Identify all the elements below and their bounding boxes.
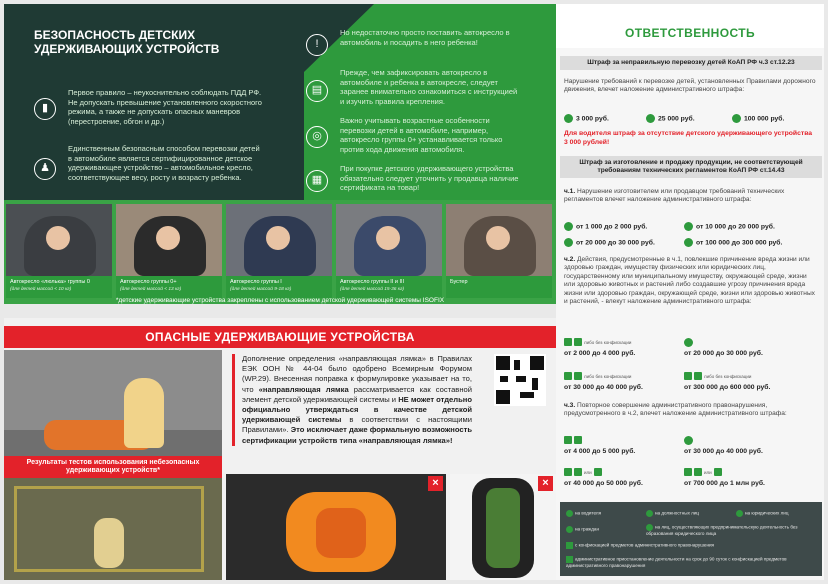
book-icon: ▤ bbox=[306, 80, 328, 102]
driver-fine-note: Для водителя штраф за отсутствие детского удерживающего устройства 3 000 рублей! bbox=[564, 130, 813, 146]
legal-entity-icon bbox=[736, 510, 743, 517]
responsibility-panel bbox=[556, 4, 824, 580]
fine-official: 25 000 руб. bbox=[646, 114, 695, 123]
section-14-43: Штраф за изготовление и продажу продукции, не соответствующей требованиям технических регламентов КоАП РФ ст.14.43 bbox=[560, 156, 822, 178]
danger-text-d: НЕ может отдельно официально утверждаться в качестве детской удерживающей системы bbox=[242, 394, 472, 425]
photo-sublabel: (для детей массой < 10 кг) bbox=[10, 287, 72, 292]
section-12-23-text: Нарушение требований к перевозке детей, установленных Правилами дорожного движения, влечет наложение административного штрафа: bbox=[564, 78, 816, 94]
p3-fine-2-icon bbox=[684, 436, 696, 445]
p2-fine-2-icon bbox=[684, 338, 696, 347]
photo-caption bbox=[6, 276, 112, 298]
child-shape bbox=[156, 226, 180, 250]
citizen-icon bbox=[564, 222, 573, 231]
legend-legal: на юридических лиц bbox=[736, 510, 788, 517]
legal-entity-icon bbox=[684, 468, 692, 476]
steering-wheel-icon: ◎ bbox=[306, 126, 328, 148]
photo-label: Автокресло группы II и III bbox=[340, 279, 405, 285]
photo-sublabel: (для детей массой 9-18 кг) bbox=[230, 287, 292, 292]
photo-sublabel: (для детей массой 15-36 кг) bbox=[340, 287, 405, 292]
legend-entrepreneur: на лиц, осуществляющих предпринимательскую деятельность без образования юридического лица bbox=[646, 524, 798, 536]
driver-icon bbox=[564, 114, 573, 123]
p3-fine-1: от 4 000 до 5 000 руб. bbox=[564, 448, 636, 455]
photo-caption bbox=[446, 276, 552, 298]
p3-fine-2: от 30 000 до 40 000 руб. bbox=[684, 448, 763, 455]
official-icon bbox=[684, 222, 693, 231]
isofix-note: *детские удерживающие устройства закреплены с использованием детской удерживающей системы ISOFIX bbox=[115, 297, 445, 304]
seat-photos-strip bbox=[4, 200, 556, 304]
danger-text-b: «направляющая лямка bbox=[258, 384, 349, 394]
dummy-shape bbox=[94, 518, 124, 568]
photo-label: Автокресло «люлька» группы 0 bbox=[10, 279, 90, 285]
safety-para-3: Но недостаточно просто поставить автокресло в автомобиль и посадить в него ребенка! bbox=[340, 28, 510, 47]
suspension-icon bbox=[594, 468, 602, 476]
entrepreneur-icon bbox=[564, 468, 572, 476]
confiscation-icon bbox=[694, 372, 702, 380]
driver-icon bbox=[566, 510, 573, 517]
confiscation-icon bbox=[694, 468, 702, 476]
legal-entity-icon bbox=[732, 114, 741, 123]
part3-text: ч.3. Повторное совершение административного правонарушения, предусмотренного в ч.2, влечет наложение административного штрафа: bbox=[564, 402, 787, 418]
child-seat-icon: ♟ bbox=[34, 158, 56, 180]
danger-text-f: Это исключает даже формальную возможность сертификации устройств типа «направляющая лямка»! bbox=[242, 425, 472, 445]
citizen-icon bbox=[564, 436, 572, 444]
section-12-23: Штраф за неправильную перевозку детей КоАП РФ ч.3 ст.12.23 bbox=[560, 56, 822, 70]
part2-text: ч.2. Действия, предусмотренные в ч.1, повлекшие причинение вреда жизни или здоровью граждан, имуществу физических или юридических лиц, государственному или муниципальному имуществу, окружающей среде, жизни или здоровью животных и растений либо создавшие угрозу причинения вреда жизни или здоровью граждан, окружающей среде, жизни или здоровью животных и растений, - влекут наложение административного штрафа: bbox=[564, 256, 815, 306]
official-icon bbox=[646, 510, 653, 517]
p2-fine-3: от 30 000 до 40 000 руб. bbox=[564, 384, 643, 391]
danger-text-a: Дополнение определения «направляющая лямка» в Правилах ЕЭК ООН № 44-04 было одобрено Всемирным Форумом (WP.29). Внесенная поправка к формулировке указывает на то, что bbox=[242, 354, 472, 394]
safety-title: БЕЗОПАСНОСТЬ ДЕТСКИХ УДЕРЖИВАЮЩИХ УСТРОЙСТВ bbox=[34, 28, 220, 56]
p3-fine-4-label: или bbox=[684, 468, 724, 476]
exclamation-icon: ! bbox=[306, 34, 328, 56]
fine-driver: 3 000 руб. bbox=[564, 114, 609, 123]
photo-group-1 bbox=[226, 204, 332, 298]
confiscation-icon bbox=[574, 436, 582, 444]
legend-suspension: административное приостановление деятельности на срок до 90 суток с конфискацией предметов административного правонарушения bbox=[566, 556, 787, 568]
entrepreneur-icon bbox=[564, 238, 573, 247]
responsibility-title: ОТВЕТСТВЕННОСТЬ bbox=[624, 26, 756, 40]
entrepreneur-icon bbox=[646, 524, 653, 531]
p1-fine-4: от 100 000 до 300 000 руб. bbox=[684, 238, 782, 247]
confiscation-icon bbox=[566, 542, 573, 549]
p2-fine-1: от 2 000 до 4 000 руб. bbox=[564, 350, 636, 357]
p3-fine-4: от 700 000 до 1 млн руб. bbox=[684, 480, 765, 487]
photo-caption bbox=[336, 276, 442, 298]
legend-confiscation: с конфискацией предметов административного правонарушения bbox=[566, 542, 714, 549]
p1-fine-2: от 10 000 до 20 000 руб. bbox=[684, 222, 775, 231]
danger-title: ОПАСНЫЕ УДЕРЖИВАЮЩИЕ УСТРОЙСТВА bbox=[4, 326, 556, 348]
child-shape bbox=[376, 226, 400, 250]
official-icon bbox=[684, 436, 693, 445]
child-shape bbox=[486, 226, 510, 250]
photo-booster bbox=[446, 204, 552, 298]
part1-text: ч.1. Нарушение изготовителем или продавцом требований технических регламентов влечет наложение административного штрафа: bbox=[564, 188, 785, 204]
official-icon bbox=[646, 114, 655, 123]
photo-label: Бустер bbox=[450, 279, 468, 285]
official-icon bbox=[684, 338, 693, 347]
qr-code[interactable] bbox=[494, 354, 546, 406]
danger-text-c: рассматривается как составной элемент детской удерживающей системы и bbox=[242, 384, 472, 404]
fine-legal: 100 000 руб. bbox=[732, 114, 784, 123]
confiscation-icon bbox=[574, 338, 582, 346]
safety-para-2: Единственным безопасным способом перевозки детей в автомобиле является сертифицированное детское удерживающее устройство – автомобильное кресло, соответствующее весу, росту и возрасту ребенка. bbox=[68, 144, 260, 182]
p2-fine-4: от 300 000 до 600 000 руб. bbox=[684, 384, 771, 391]
safety-para-6: При покупке детского удерживающего устройства обязательно следует уточнить у продавца наличие сертификата на товар! bbox=[340, 164, 519, 192]
confiscation-icon bbox=[574, 468, 582, 476]
legal-entity-icon bbox=[684, 372, 692, 380]
p1-fine-3: от 20 000 до 30 000 руб. bbox=[564, 238, 655, 247]
close-icon: × bbox=[538, 476, 553, 491]
suspension-icon bbox=[566, 556, 573, 563]
photo-sublabel: (для детей массой < 13 кг) bbox=[120, 287, 182, 292]
danger-text-e: в соответствии с настоящими Правилами». bbox=[242, 415, 472, 435]
safety-para-4: Прежде, чем зафиксировать автокресло в автомобиле и ребенка в автокресле, следует заранее внимательно ознакомиться с инструкцией и изучить правила крепления. bbox=[340, 68, 518, 106]
camo-shape bbox=[486, 488, 520, 568]
legal-entity-icon bbox=[684, 238, 693, 247]
legend-driver: на водителя bbox=[566, 510, 601, 517]
dangerous-devices-panel bbox=[4, 318, 556, 580]
photo-label: Автокресло группы I bbox=[230, 279, 282, 285]
danger-text bbox=[232, 354, 472, 446]
p3-fine-3-label: или bbox=[564, 468, 604, 476]
p1-fine-1: от 1 000 до 2 000 руб. bbox=[564, 222, 647, 231]
suspension-icon bbox=[714, 468, 722, 476]
p3-fine-1-icon bbox=[564, 436, 584, 444]
icon-legend bbox=[560, 502, 822, 576]
results-caption: Результаты тестов использования небезопасных удерживающих устройств* bbox=[4, 456, 222, 478]
traffic-light-icon: ▮ bbox=[34, 98, 56, 120]
legend-citizen: на граждан bbox=[566, 526, 599, 533]
certificate-icon: ▦ bbox=[306, 170, 328, 192]
photo-caption bbox=[226, 276, 332, 298]
safety-para-1: Первое правило – неукоснительно соблюдать ПДД РФ. Не допускать превышение установленного скоростного режима, а также не допускать опасных маневров (перестроение, обгон и др.) bbox=[68, 88, 262, 126]
p2-fine-3-label: либо без конфискации bbox=[564, 372, 631, 380]
safety-panel bbox=[4, 4, 556, 200]
photo-caption bbox=[116, 276, 222, 298]
citizen-icon bbox=[564, 338, 572, 346]
p3-fine-3: от 40 000 до 50 000 руб. bbox=[564, 480, 643, 487]
citizen-icon bbox=[566, 526, 573, 533]
photo-group-0plus bbox=[116, 204, 222, 298]
confiscation-icon bbox=[574, 372, 582, 380]
responsibility-header bbox=[556, 4, 824, 48]
photo-group-2-3 bbox=[336, 204, 442, 298]
unsafe-device-photo-1 bbox=[226, 474, 446, 580]
crash-test-photo-2 bbox=[4, 478, 222, 580]
child-shape bbox=[46, 226, 70, 250]
legend-official: на должностных лиц bbox=[646, 510, 699, 517]
child-shape bbox=[266, 226, 290, 250]
p2-fine-1-label: либо без конфискации bbox=[564, 338, 631, 346]
pad-shape bbox=[316, 508, 366, 558]
p2-fine-2: от 20 000 до 30 000 руб. bbox=[684, 350, 763, 357]
dummy-shape bbox=[124, 378, 164, 448]
close-icon: × bbox=[428, 476, 443, 491]
p2-fine-4-label: либо без конфискации bbox=[684, 372, 751, 380]
photo-label: Автокресло группы 0+ bbox=[120, 279, 177, 285]
entrepreneur-icon bbox=[564, 372, 572, 380]
crash-test-photo bbox=[4, 350, 222, 470]
photo-group-0 bbox=[6, 204, 112, 298]
safety-para-5: Важно учитывать возрастные особенности перевозки детей в автомобиле, например, автокресло группы 0+ устанавливается только против хода движения автомобиля. bbox=[340, 116, 503, 154]
